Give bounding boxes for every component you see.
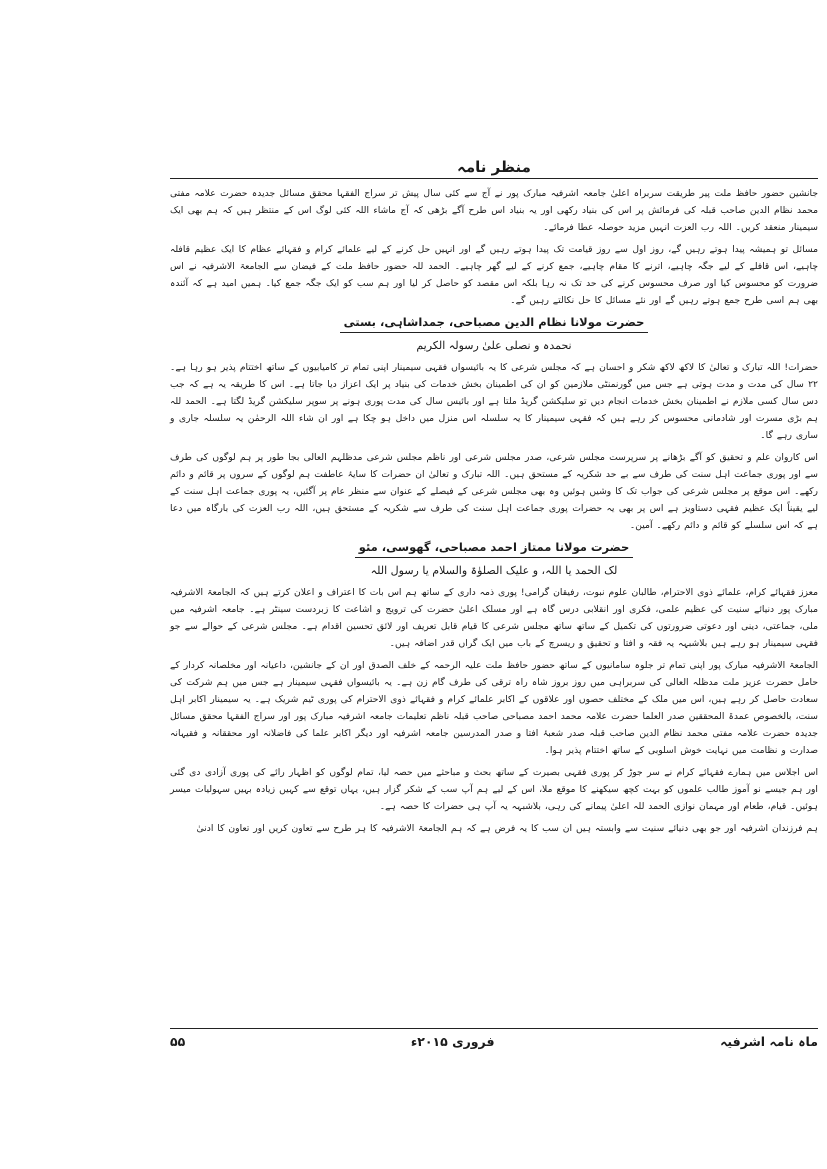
speaker-heading [170, 539, 818, 558]
paragraph: الجامعۃ الاشرفیہ مبارک پور اپنی تمام تر جلوہ سامانیوں کے ساتھ حضور حافظ ملت علیہ الرحمہ کے خلف الصدق اور ان کے جانشین، داعیانہ اور مخلصانہ کردار کے حامل حضرت عزیز ملت مدظلہ العالی کی سربراہی میں روز بروز شاہ راہ ترقی کی طرف گام زن ہے۔ یہ بائیسواں فقہی سیمینار ہے جس میں ہم شرکت کی سعادت حاصل کر رہے ہیں، اس میں ملک کے مختلف حصوں اور علاقوں کے اکابر علمائے کرام و فقہائے ذوی الاحترام کی پوری ٹیم شریک ہے۔ یہ سیمینار اکابر اہل سنت، بالخصوص عمدۃ المحققین صدر العلما حضرت علامہ محمد احمد مصباحی صاحب قبلہ ناظم تعلیمات جامعہ اشرفیہ مبارک پور اور سراج الفقہا محقق مسائل جدیدہ حضرت علامہ مفتی محمد نظام الدین صاحب قبلہ صدر شعبۂ افتا و صدر المدرسین جامعہ اشرفیہ اور دیگر اکابر علما کی فاضلانہ اور محققانہ و فقیہانہ صدارت و نظامت میں نہایت خوش اسلوبی کے ساتھ اختتام پذیر ہوا۔ [170, 660, 818, 756]
paragraph: حضرات! اللہ تبارک و تعالیٰ کا لاکھ لاکھ شکر و احسان ہے کہ مجلس شرعی کا یہ بائیسواں فقہی سیمینار اپنی تمام تر کامیابیوں کے ساتھ اختتام پذیر ہو رہا ہے۔ ۲۲ سال کی مدت و مدت ہوتی ہے جس میں گورنمنٹی ملازمین کو ان کی اطمینان بخش خدمات کی بنیاد پر ایک اعزاز دیا جاتا ہے۔ اس کا طریقہ یہ ہے کہ جب دس سال کسی ملازم نے اطمینان بخش خدمات انجام دیں تو سلیکشن گریڈ ملتا ہے اور بائیس سال کی مدت پوری ہونے پر سوپر سلیکشن گریڈ لگتا ہے۔ الحمد للہ ہم بڑی مسرت اور شادمانی محسوس کر رہے ہیں کہ فقہی سیمینار کا یہ سلسلہ اس منزل میں داخل ہو چکا ہے اور ان شاء اللہ الرحمٰن یہ سلسلہ جاری و ساری رہے گا۔ [170, 362, 818, 441]
speaker-heading-text: حضرت مولانا نظام الدین مصباحی، جمداشاہی، بستی [340, 314, 649, 333]
header-rule [170, 178, 818, 179]
paragraph: اس اجلاس میں ہمارے فقہائے کرام نے سر جوڑ کر پوری فقہی بصیرت کے ساتھ بحث و مباحثے میں حصہ لیا، تمام لوگوں کو اظہار رائے کی پوری آزادی دی گئی اور ہم جیسے نو آموز طالب علموں کو بہت کچھ سیکھنے کا موقع ملا، اس کے لیے ہم آپ سب کے شکر گزار ہیں، یہاں توقع سے کہیں زیادہ بہیں سہولیات میسر ہوئیں۔ قیام، طعام اور مہمان نوازی الحمد للہ اعلیٰ پیمانے کی رہی، بلاشبہہ یہ آپ ہی حضرات کا حصہ ہے۔ [170, 767, 818, 812]
footer-rule [170, 1028, 818, 1029]
page-footer [170, 1030, 818, 1052]
paragraph: ہم فرزندان اشرفیہ اور جو بھی دنیائے سنیت سے وابستہ ہیں ان سب کا یہ فرض ہے کہ ہم الجامعۃ الاشرفیہ کا ہر طرح سے تعاون کریں اور تعاون کا ادنیٰ [196, 823, 818, 834]
issue-date: فروری ۲۰۱۵ء [410, 1033, 495, 1049]
page-title: منظر نامہ [457, 158, 531, 176]
article-content [170, 185, 818, 837]
paragraph: معزز فقہائے کرام، علمائے ذوی الاحترام، طالبان علوم نبوت، رفیقان گرامی! پوری ذمہ داری کے ساتھ ہم اس بات کا اعتراف و اعلان کرتے ہیں کہ الجامعۃ الاشرفیہ مبارک پور دنیائے سنیت کی عظیم علمی، فکری اور انقلابی درس گاہ ہے اور مسلک اعلیٰ حضرت کی ترویج و اشاعت کا زبردست سینٹر ہے۔ جامعہ اشرفیہ میں ملی، جماعتی، دینی اور دعوتی ضرورتوں کی تکمیل کے ساتھ ساتھ مجلس شرعی کا قیام قابل تعریف اور لائق تحسین اقدام ہے۔ مجلس شرعی کے حوالے سے جو فقہی سیمینار ہو رہے ہیں بلاشبہہ یہ فقہ و افتا و تحقیق و ریسرچ کے باب میں ایک گراں قدر اضافہ ہیں۔ [170, 587, 818, 649]
speaker-heading [170, 314, 818, 333]
invocation-line: نحمدہ و نصلی علیٰ رسولہ الکریم [416, 339, 572, 352]
page-body [170, 158, 818, 1018]
page-number: ۵۵ [170, 1033, 186, 1049]
speaker-heading-text: حضرت مولانا ممتاز احمد مصباحی، گھوسی، مئو [355, 539, 634, 558]
paragraph: اس کاروان علم و تحقیق کو آگے بڑھانے پر سرپرست مجلس شرعی، صدر مجلس شرعی اور ناظم مجلس شرعی مدظلہم العالی بجا طور پر ہم لوگوں کی طرف سے اور پوری جماعت اہل سنت کی طرف سے بے حد شکریہ کے مستحق ہیں۔ اللہ تبارک و تعالیٰ ان حضرات کا سایۂ عاطفت ہم لوگوں کے سروں پر قائم و دائم رکھے۔ اس موقع پر مجلس شرعی کی جواب تک کا وشیں ہوئیں وہ بھی مجلس شرعی کے فیصلے کے عنوان سے منظر عام پر آگئیں، یہ پوری جماعت اہل سنت کے لیے یقیناً ایک عظیم فقہی دستاویز ہے اس پر بھی یہ حضرات پوری جماعت اہل سنت کی طرف سے شکریہ کے مستحق ہیں، اللہ رب العزت کی بارگاہ میں دعا ہے کہ اس سلسلے کو قائم و دائم رکھے۔ آمین۔ [170, 452, 818, 531]
invocation-line: لک الحمد یا اللہ، و علیک الصلوٰۃ والسلام یا رسول اللہ [370, 564, 618, 577]
paragraph: مسائل تو ہمیشہ پیدا ہوتے رہیں گے، روز اول سے روز قیامت تک پیدا ہوتے رہیں گے اور انہیں حل کرنے کے لیے علمائے کرام و فقہائے عظام کا ایک عظیم قافلہ چاہیے، اس قافلے کے لیے جگہ چاہیے، اترنے کا مقام چاہیے، جمع کرنے کے لیے گھر چاہیے۔ الحمد للہ حضور حافظ ملت کے فیضان سے الجامعۃ الاشرفیہ نے اس ضرورت کو محسوس کیا اور صرف محسوس کرنے کی حد تک نہ رہا بلکہ اس مقصد کو حاصل کر لیا اور ہم سب کو ایک جگہ جمع کیا۔ ہمیں امید ہے کہ آئندہ بھی ہم اسی طرح جمع ہوتے رہیں گے اور نئے مسائل کا حل نکالتے رہیں گے۔ [170, 244, 818, 306]
magazine-name: ماہ نامہ اشرفیہ [720, 1033, 818, 1049]
paragraph: جانشین حضور حافظ ملت پیر طریقت سربراہ اعلیٰ جامعہ اشرفیہ مبارک پور نے آج سے کئی سال پیش تر سراج الفقہا محقق مسائل جدیدہ حضرت علامہ مفتی محمد نظام الدین صاحب قبلہ کی فرمائش پر اس کی بنیاد رکھی اور یہ بنیاد اس طرح آگے بڑھی کہ آج ماشاء اللہ کئی لوگ اس کے منتظر ہیں کہ ہم بھی ایک سیمینار منعقد کریں۔ اللہ رب العزت انہیں مزید حوصلہ عطا فرمائے۔ [170, 188, 818, 233]
